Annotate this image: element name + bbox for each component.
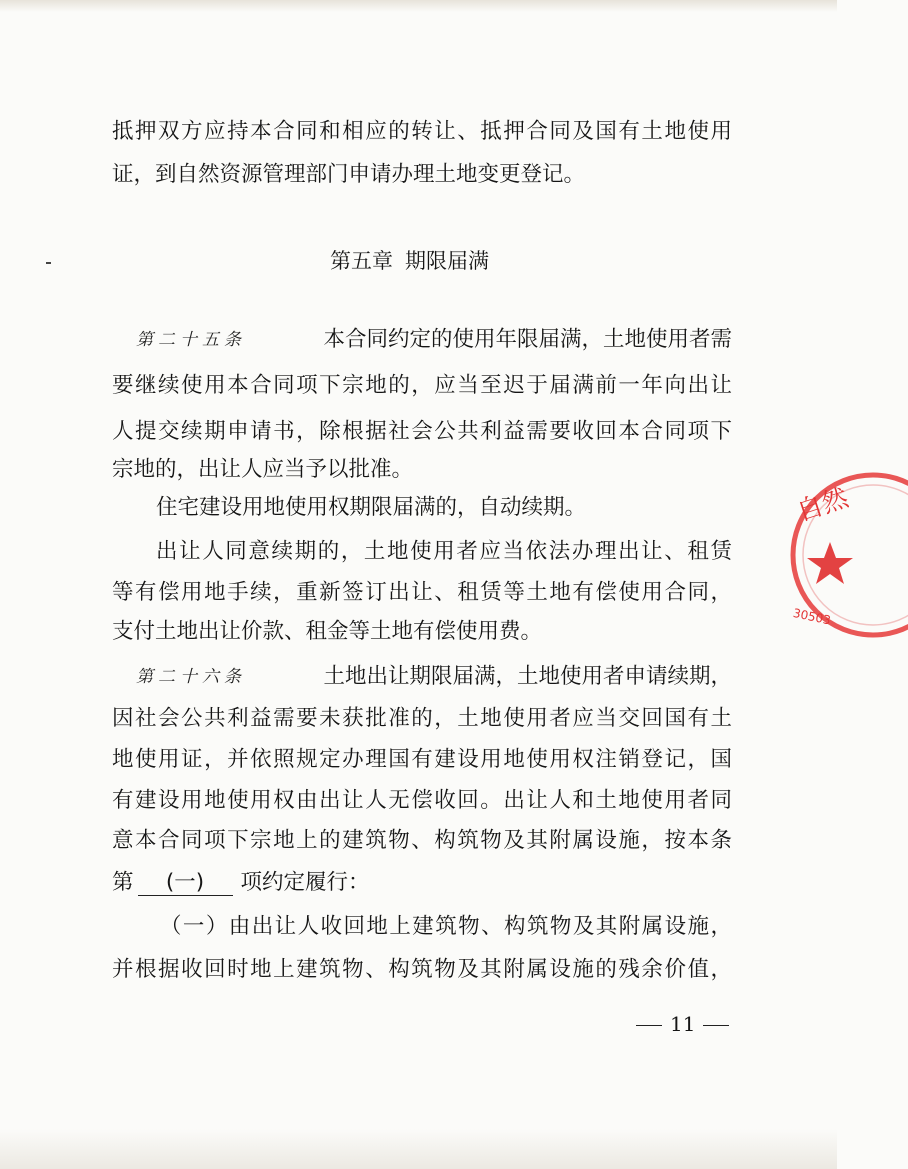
- text-line: 证，到自然资源管理部门申请办理土地变更登记。: [112, 162, 586, 187]
- scan-mark: [46, 262, 51, 264]
- page-number: [628, 1012, 737, 1036]
- article-26-first-line: [136, 662, 732, 692]
- official-seal-stamp: [778, 460, 908, 650]
- text-line: 本合同约定的使用年限届满，土地使用者需: [323, 327, 732, 352]
- article-26-label: 第二十六条: [136, 667, 246, 687]
- text-line: 土地出让期限届满，土地使用者申请续期，: [323, 664, 732, 689]
- text-line: 抵押双方应持本合同和相应的转让、抵押合同及国有土地使用: [112, 119, 732, 144]
- text-line: 人提交续期申请书，除根据社会公共利益需要收回本合同项下: [112, 419, 732, 444]
- text-line: （一）由出让人收回地上建筑物、构筑物及其附属设施，: [160, 914, 732, 939]
- chapter-number: 第五章: [330, 249, 393, 273]
- text-line: 因社会公共利益需要未获批准的，土地使用者应当交回国有土: [112, 706, 732, 731]
- page-number-value: 11: [670, 1012, 696, 1036]
- svg-text:自然: 自然: [793, 482, 853, 528]
- text-line: 支付土地出让价款、租金等土地有偿使用费。: [112, 619, 543, 644]
- text-line: 地使用证，并依照规定办理国有建设用地使用权注销登记，国: [112, 747, 732, 772]
- dash-right: [703, 1025, 729, 1026]
- text-line: 住宅建设用地使用权期限届满的，自动续期。: [156, 495, 587, 520]
- text-line: 宗地的，出让人应当予以批准。: [112, 457, 414, 482]
- chapter-title: 期限届满: [405, 249, 489, 273]
- text-line: 出让人同意续期的，土地使用者应当依法办理出让、租赁: [156, 539, 732, 564]
- text-line: 有建设用地使用权由出让人无偿收回。出让人和土地使用者同: [112, 788, 732, 813]
- choice-fill-field: (一): [138, 871, 233, 896]
- scan-edge-top: [0, 0, 837, 12]
- article-25-label: 第二十五条: [136, 330, 246, 350]
- dash-left: [636, 1025, 662, 1026]
- text-line: 要继续使用本合同项下宗地的，应当至迟于届满前一年向出让: [112, 373, 732, 398]
- text-line: 等有偿用地手续，重新签订出让、租赁等土地有偿使用合同，: [112, 580, 732, 605]
- scan-edge-bottom: [0, 1129, 837, 1169]
- choice-suffix: 项约定履行：: [240, 870, 370, 895]
- chapter-heading: [330, 246, 489, 276]
- choice-prefix: 第: [112, 870, 134, 895]
- text-line: 意本合同项下宗地上的建筑物、构筑物及其附属设施，按本条: [112, 828, 732, 853]
- choice-line: [112, 868, 732, 898]
- svg-text:30503: 30503: [791, 605, 832, 628]
- text-line: 并根据收回时地上建筑物、构筑物及其附属设施的残余价值，: [112, 957, 732, 982]
- article-25-first-line: [136, 325, 732, 355]
